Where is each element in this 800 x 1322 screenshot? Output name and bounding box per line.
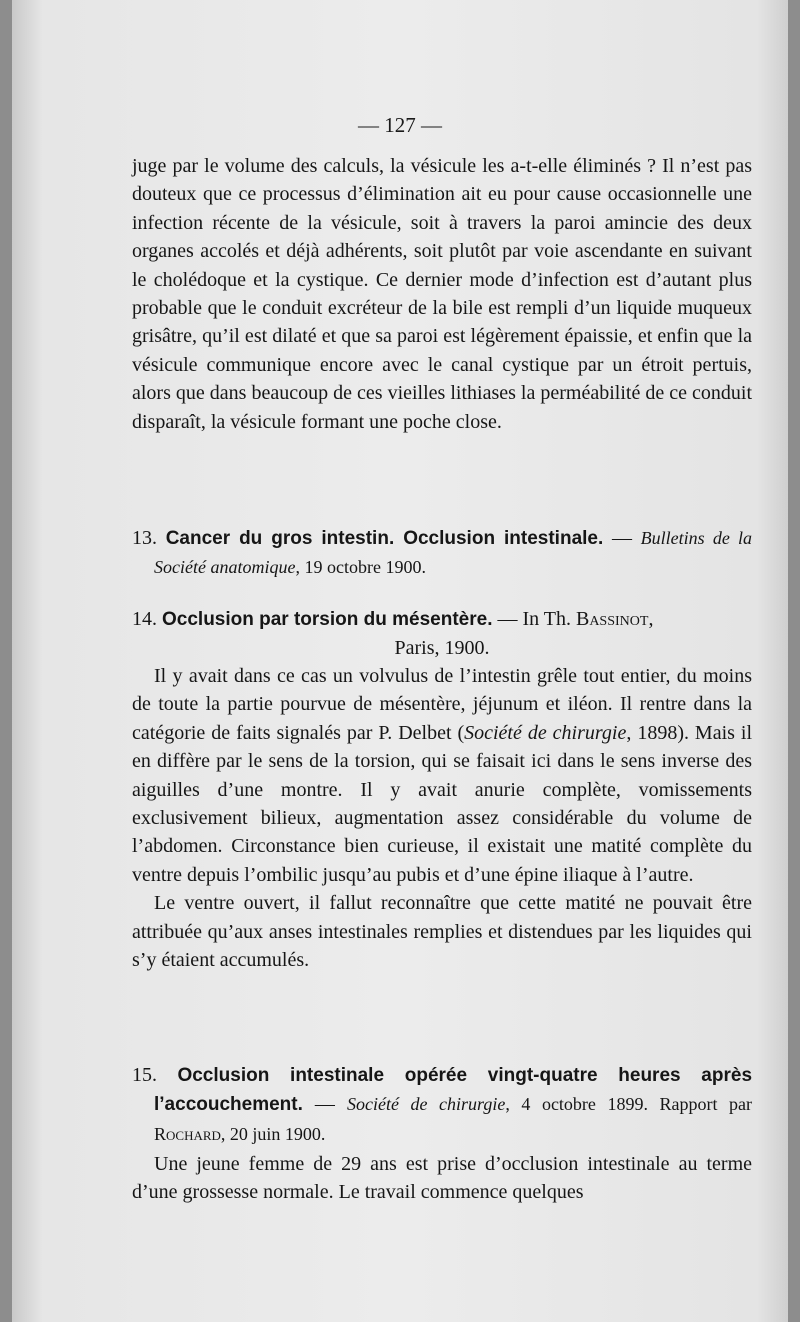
book-page: [12, 0, 788, 1322]
entry-journal: Société de chirurgie: [346, 1094, 506, 1115]
paragraph-biliary: [132, 152, 752, 436]
paragraph-text: Le ventre ouvert, il fallut reconnaître que cette matité ne pouvait être attribuée qu’aux anses intestinales remplies et distendues par les liquides qui s’y étaient accumulés.: [132, 892, 752, 972]
entry-dash: —: [302, 1093, 347, 1116]
paragraph-text: juge par le volume des calculs, la vésicule les a-t-elle éliminés ? Il n’est pas douteux que ce processus d’élimination ait eu pour cause occasionnelle une infection récente de la vésicule, soit à travers la paroi amincie des deux organes accolés et déjà adhérents, soit plutôt par voie ascendante en suivant le cholédoque et la cystique. Ce dernier mode d’infection est d’autant plus probable que le conduit excréteur de la bile est rempli d’un liquide muqueux grisâtre, qu’il est dilaté et que sa paroi est légèrement épaissie, et enfin que la vésicule communique encore avec le canal cystique par un étroit pertuis, alors que dans beaucoup de ces vieilles lithiases la perméabilité de ce conduit disparaît, la vésicule formant une poche close.: [132, 155, 752, 433]
entry-title: Occlusion intestinale opérée vingt-quatre heures après l’accouchement.: [154, 1065, 753, 1116]
entry-number: 15.: [132, 1064, 157, 1086]
page-number: — 127 —: [358, 113, 442, 137]
entry-number: 14.: [132, 608, 157, 630]
paragraph-volvulus: [132, 662, 752, 974]
paragraph-text: Une jeune femme de 29 ans est prise d’occlusion intestinale au terme d’une grossesse normale. Le travail commence quelques: [132, 1153, 752, 1204]
paragraph-case: [132, 1150, 752, 1207]
entry-number: 13.: [132, 527, 157, 549]
paragraph-text-cont: , 1898). Mais il en diffère par le sens de la torsion, qui se faisait ici dans le sens inverse des aiguilles d’une montre. Il y avait anurie complète, vomissements exclusivement bilieux, augmentation assez considérable du volume de l’abdomen. Circonstance bien curieuse, il existait une matité complète du ventre depuis l’ombilic jusqu’au pubis et d’une épine iliaque à l’autre.: [132, 721, 752, 886]
entry-journal: Bulletins de la Société anatomique: [154, 528, 752, 578]
entry-author: Bassinot: [575, 608, 649, 630]
entry-date: , 4 octobre 1899. Rapport par: [505, 1094, 753, 1115]
entry-date-2: , 20 juin 1900.: [220, 1123, 326, 1144]
entry-source: — In Th.: [492, 608, 576, 630]
entry-title: Occlusion par torsion du mésentère.: [162, 609, 493, 630]
entry-dash: —: [603, 527, 641, 549]
entry-14: 14. Occlusion par torsion du mésentère. — In Th. Bassinot, Paris, 1900.: [132, 605, 752, 663]
journal-reference: Société de chirurgie: [464, 721, 627, 744]
entry-date: , 19 octobre 1900.: [295, 557, 426, 578]
entry-author: Rochard: [154, 1123, 221, 1144]
entry-15: [132, 1061, 752, 1148]
paragraph-text: Il y avait dans ce cas un volvulus de l’intestin grêle tout entier, du moins de toute la partie pourvue de mésentère, jéjunum et iléon. Il rentre dans la catégorie de faits signalés par P. Delbet (: [132, 665, 752, 744]
entry-place-date: Paris, 1900.: [394, 637, 490, 660]
entry-title: Cancer du gros intestin. Occlusion intestinale.: [165, 528, 604, 549]
entry-13: [132, 524, 752, 582]
